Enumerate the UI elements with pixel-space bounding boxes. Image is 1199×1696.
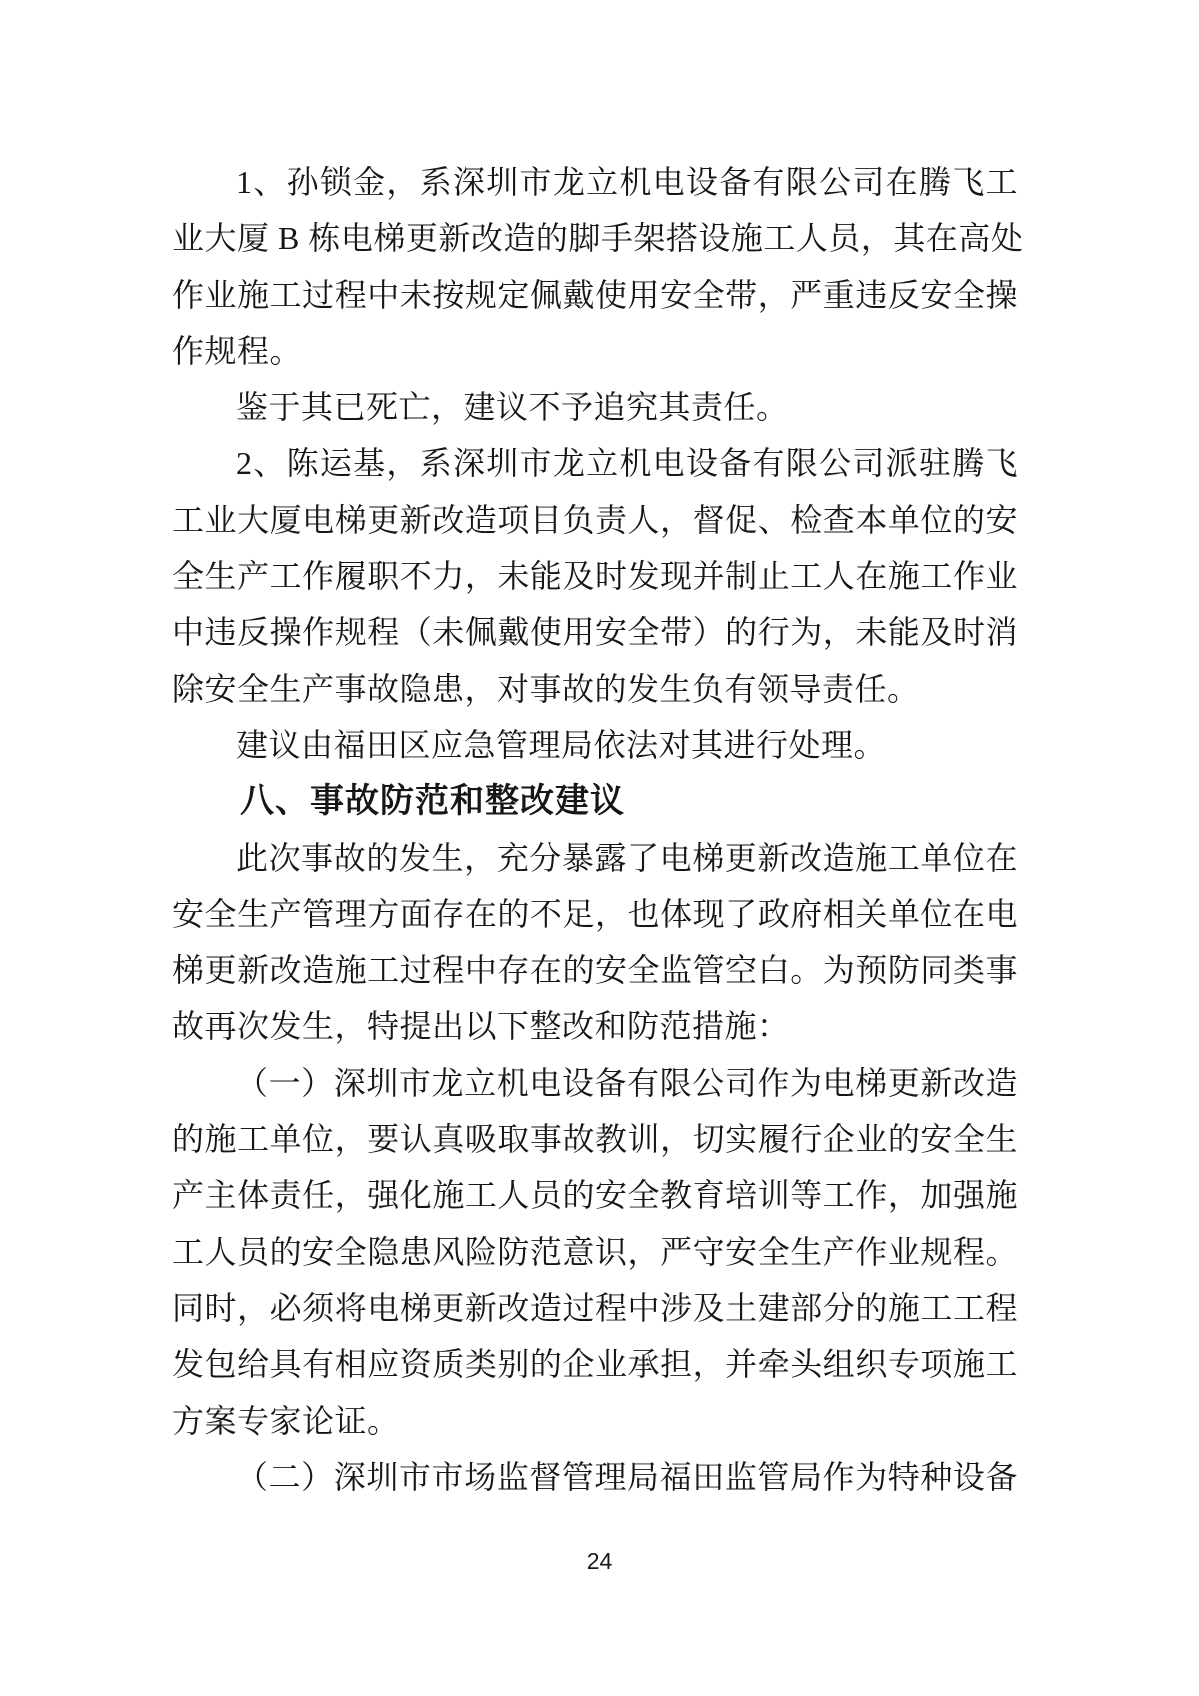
text-line: 中违反操作规程（未佩戴使用安全带）的行为，未能及时消 <box>172 614 1018 651</box>
text-line: 同时，必须将电梯更新改造过程中涉及土建部分的施工工程 <box>172 1289 1018 1326</box>
text-line: 的施工单位，要认真吸取事故教训，切实履行企业的安全生 <box>172 1121 1018 1158</box>
text-line: （二）深圳市市场监督管理局福田监管局作为特种设备 <box>236 1458 1018 1495</box>
text-line: 业大厦 B 栋电梯更新改造的脚手架搭设施工人员，其在高处 <box>172 220 1024 257</box>
text-line: 故再次发生，特提出以下整改和防范措施： <box>172 1008 790 1045</box>
text-line: 工人员的安全隐患风险防范意识，严守安全生产作业规程。 <box>172 1233 1018 1270</box>
text-line: 方案专家论证。 <box>172 1402 400 1439</box>
text-line: 梯更新改造施工过程中存在的安全监管空白。为预防同类事 <box>172 952 1018 989</box>
text-line: 作规程。 <box>172 332 303 369</box>
document-body <box>172 154 1024 1505</box>
text-line: 产主体责任，强化施工人员的安全教育培训等工作，加强施 <box>172 1177 1018 1214</box>
text-line: 发包给具有相应资质类别的企业承担，并牵头组织专项施工 <box>172 1346 1018 1383</box>
text-line: 建议由福田区应急管理局依法对其进行处理。 <box>236 726 887 763</box>
text-line: 作业施工过程中未按规定佩戴使用安全带，严重违反安全操 <box>172 276 1018 313</box>
text-line: 除安全生产事故隐患，对事故的发生负有领导责任。 <box>172 670 920 707</box>
text-line: 1、孙锁金，系深圳市龙立机电设备有限公司在腾飞工 <box>236 164 1018 200</box>
page-number: 24 <box>586 1548 613 1574</box>
text-line: 全生产工作履职不力，未能及时发现并制止工人在施工作业 <box>172 558 1018 595</box>
text-line: 工业大厦电梯更新改造项目负责人，督促、检查本单位的安 <box>172 501 1018 538</box>
section-heading: 八、事故防范和整改建议 <box>240 782 625 821</box>
text-line: 安全生产管理方面存在的不足，也体现了政府相关单位在电 <box>172 895 1018 932</box>
text-line: 此次事故的发生，充分暴露了电梯更新改造施工单位在 <box>236 839 1018 876</box>
text-line: （一）深圳市龙立机电设备有限公司作为电梯更新改造 <box>236 1064 1018 1101</box>
text-line: 2、陈运基，系深圳市龙立机电设备有限公司派驻腾飞 <box>236 445 1018 482</box>
text-line: 鉴于其已死亡，建议不予追究其责任。 <box>236 389 789 426</box>
